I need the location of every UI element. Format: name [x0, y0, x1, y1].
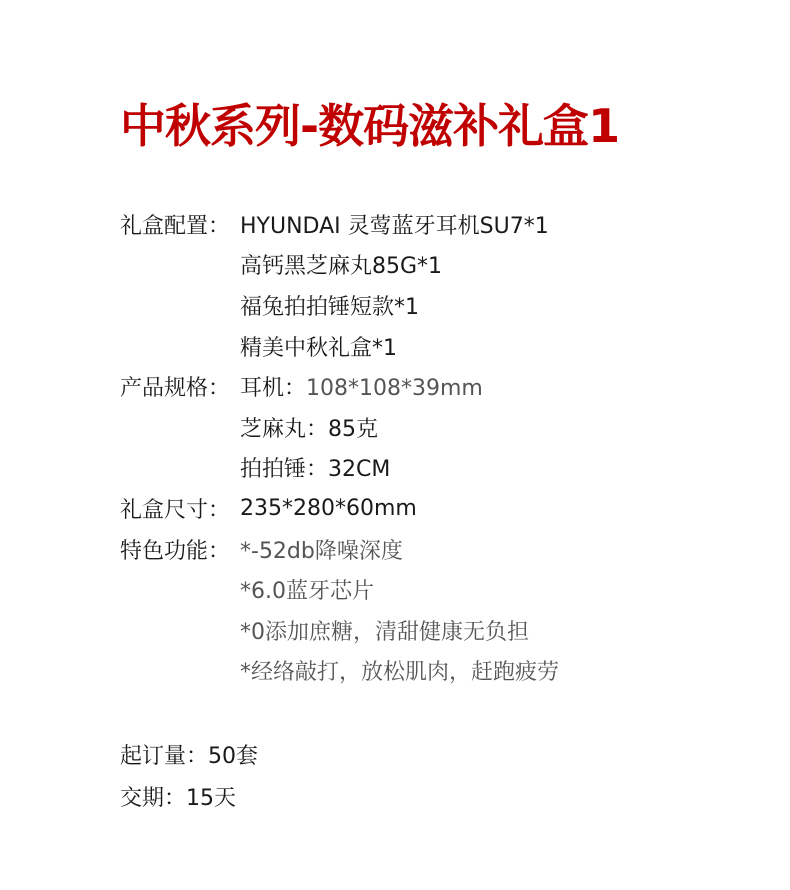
page-title: 中秋系列-数码滋补礼盒1 — [120, 99, 620, 153]
spec-value: 芝麻丸：85克 — [240, 416, 378, 442]
spec-row — [120, 448, 559, 489]
moq-label: 起订量： — [120, 743, 209, 769]
spec-label-size: 产品规格： — [120, 376, 231, 402]
spec-value: 拍拍锤：32CM — [240, 457, 391, 483]
spec-value: 235*280*60mm — [240, 495, 417, 521]
lead-time-value: 15天 — [186, 785, 237, 811]
spec-value: *0添加庶糖，清甜健康无负担 — [240, 619, 529, 645]
spec-label-config: 礼盒配置： — [120, 213, 231, 239]
spec-list — [120, 204, 559, 691]
spec-row — [120, 488, 559, 529]
spec-label-features: 特色功能： — [120, 538, 231, 564]
spec-row — [120, 285, 559, 326]
spec-row — [120, 326, 559, 367]
spec-row — [120, 610, 559, 651]
spec-value — [240, 371, 483, 402]
spec-row — [120, 366, 559, 407]
spec-row — [120, 204, 559, 245]
spec-row — [120, 651, 559, 692]
spec-value: *经络敲打，放松肌肉，赶跑疲劳 — [240, 660, 560, 686]
spec-row — [120, 529, 559, 570]
spec-prefix: 耳机： — [240, 376, 307, 402]
lead-time-label: 交期： — [120, 785, 187, 811]
spec-value-text: 108*108*39mm — [306, 376, 483, 402]
spec-row — [120, 569, 559, 610]
spec-value: 福兔拍拍锤短款*1 — [240, 294, 419, 320]
spec-value: *6.0蓝牙芯片 — [240, 579, 374, 605]
spec-row — [120, 407, 559, 448]
moq-row — [120, 733, 258, 775]
spec-row — [120, 245, 559, 286]
moq-value: 50套 — [208, 743, 259, 769]
lead-time-row — [120, 775, 258, 817]
spec-value: HYUNDAI 灵莺蓝牙耳机SU7*1 — [240, 213, 549, 239]
spec-label-box-size: 礼盒尺寸： — [120, 497, 231, 523]
spec-value: 精美中秋礼盒*1 — [240, 335, 397, 361]
spec-value: 高钙黑芝麻丸85G*1 — [240, 254, 443, 280]
spec-value: *-52db降噪深度 — [240, 538, 403, 564]
order-info — [120, 733, 258, 817]
